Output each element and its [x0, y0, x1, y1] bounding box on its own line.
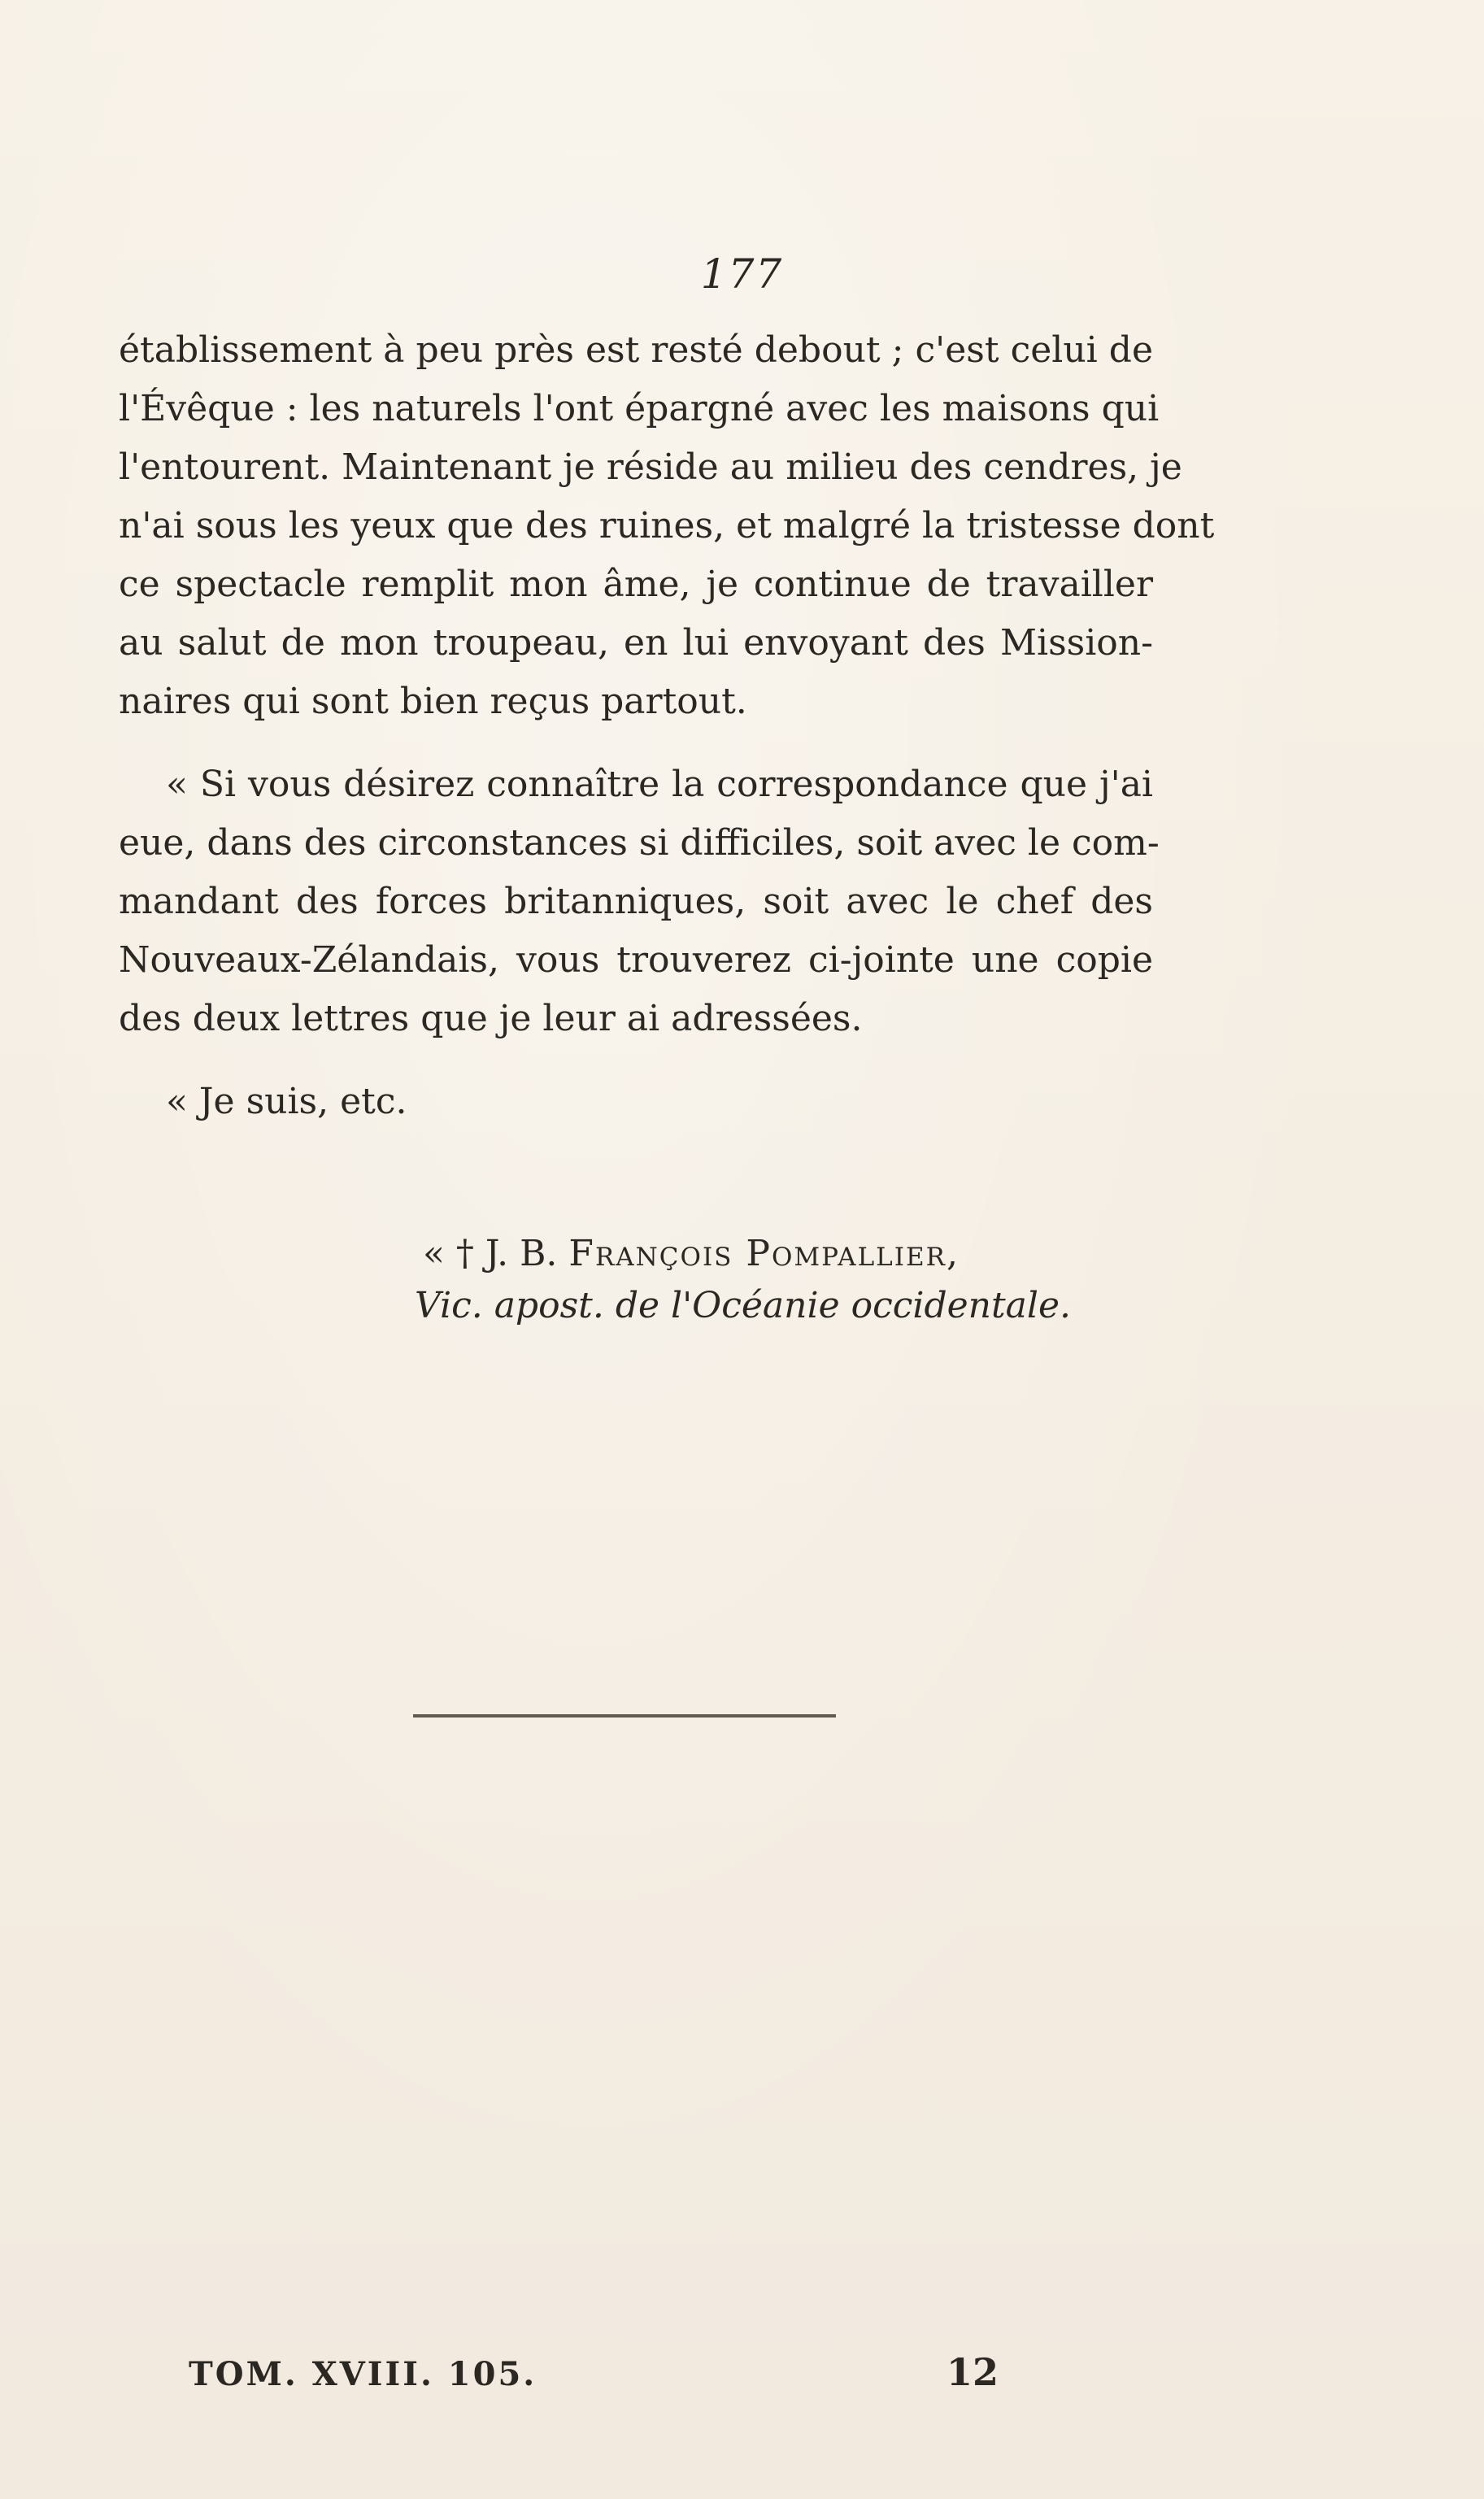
- signature-surname: François Pompallier,: [568, 1233, 960, 1274]
- text-line: l'entourent. Maintenant je réside au milieu des cendres, je: [119, 446, 1182, 488]
- text-line: au salut de mon troupeau, en lui envoyant des Mission-: [119, 622, 1153, 664]
- signature-name: [423, 1233, 960, 1274]
- section-divider: [413, 1714, 836, 1718]
- text-line: n'ai sous les yeux que des ruines, et malgré la tristesse dont: [119, 505, 1215, 546]
- signature-title: Vic. apost. de l'Océanie occidentale.: [415, 1285, 1071, 1326]
- text-line: « Si vous désirez connaître la correspondance que j'ai: [166, 764, 1153, 805]
- text-line: Nouveaux-Zélandais, vous trouverez ci-jointe une copie: [119, 939, 1153, 981]
- text-line: l'Évêque : les naturels l'ont épargné avec les maisons qui: [119, 388, 1160, 429]
- text-line: eue, dans des circonstances si difficiles, soit avec le com-: [119, 822, 1160, 864]
- signature-prefix: « † J. B.: [423, 1233, 558, 1274]
- closing-line: « Je suis, etc.: [166, 1081, 407, 1122]
- gathering-number: 12: [947, 2350, 999, 2394]
- body-text: [119, 321, 1215, 1131]
- text-line: établissement à peu près est resté debout ; c'est celui de: [119, 329, 1153, 371]
- volume-signature: TOM. XVIII. 105.: [189, 2355, 537, 2393]
- text-line: naires qui sont bien reçus partout.: [119, 681, 747, 722]
- text-line: mandant des forces britanniques, soit avec le chef des: [119, 881, 1153, 922]
- page-number: 177: [700, 250, 784, 298]
- signature-block: [415, 1228, 1071, 1332]
- text-line: ce spectacle remplit mon âme, je continue de travailler: [119, 564, 1153, 605]
- text-line: des deux lettres que je leur ai adressées.: [119, 998, 863, 1039]
